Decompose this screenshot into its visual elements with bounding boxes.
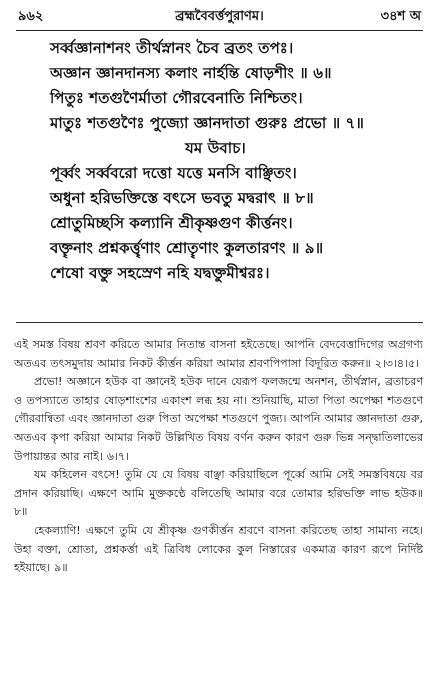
verse-line: পিতুঃ শতগুণৈর্মাতা গৌরবেনাতি নিশ্চিতং। — [50, 89, 303, 107]
verse-line: বক্তৄনাং প্রশ্নকর্ত্তৄণাং শ্রোতৄণাং কুলতারণং ॥ ৯॥ — [50, 239, 324, 257]
verse-line: শ্রোতুমিচ্ছসি কল্যানি শ্রীকৃষ্ণগুণ কীর্ত্তনং। — [50, 214, 293, 232]
sanskrit-verses — [50, 36, 421, 286]
chapter-reference: ৩৪শ অ — [380, 9, 421, 24]
translation-paragraph: হেকল্যাণি! এক্ষণে তুমি যে শ্রীকৃষ্ণ গুণকীর্ত্তন শ্রবণে বাসনা করিতেছ তাহা সামান্য নহে। উহা বক্তা, শ্রোতা, প্রশ্নকর্ত্তা এই ত্রিবিধ লোকের কুল নিস্তারের একমাত্র কারণ রূপে নির্দিষ্ট হইয়াছে। ৯॥ — [14, 523, 423, 575]
translation-paragraph: প্রভো! অজ্ঞানে হউক বা জ্ঞানেই হউক দানে যেরূপ ফলজন্মে অনশন, তীর্থস্নান, ব্রতাচরণ ও তপস্যাতে তাহার ষোড়শাংশের একাংশ লব্ধ হয় না। শুনিয়াছি, মাতা পিতা অপেক্ষা শতগুণে গৌরবান্বিতা এবং জ্ঞানদাতা গুরু পিতা অপেক্ষা শতগুণে পুজ্য। আপনি আমার জ্ঞানদাতা গুরু, অতএব কৃপা করিয়া আমার নিকট উল্লিখিত বিষয় বর্ণন করুন কারণ গুরু ভিন্ন সন্দ্বাতিলাভের উপায়ান্তর আর নাই। ৬।৭। — [14, 375, 423, 463]
translation-paragraph: যম কহিলেন বৎসে! তুমি যে যে বিষয় বাঞ্ছা করিয়াছিলে পূর্ব্বে আমি সেই সমস্তবিষয়ে বর প্রদান করিয়াছি। এক্ষণে আমি মুক্তকণ্ঠে বলিতেছি আমার বরে তোমার হরিভক্তি লাভ হউক॥ ৮॥ — [14, 468, 423, 519]
verse-line: শেষো বক্তু সহস্রেণ নহি যদ্বক্তুমীশ্বরঃ। — [50, 264, 270, 282]
verse-line: অজ্ঞান জ্ঞানদানস্য কলাং নার্হন্তি ষোড়শীং ॥ ৬॥ — [50, 64, 332, 82]
verse-line: মাতুঃ শতগুণৈঃ পুজ্যো জ্ঞানদাতা গুরুঃ প্রভো ॥ ৭॥ — [50, 114, 364, 132]
verse-line: পূর্ব্বং সর্ব্ববরো দত্তো যত্তে মনসি বাঞ্ছিতং। — [50, 164, 297, 182]
running-title: ব্রহ্মবৈবর্ত্তপুরাণম। — [175, 9, 264, 24]
verse-line: সর্ব্বজ্ঞানাশনং তীর্থস্নানং চৈব ব্রতং তপঃ। — [50, 39, 294, 57]
page-number: ৯৬২ — [18, 9, 44, 24]
page-header — [18, 6, 421, 28]
translation-paragraph: এই সমস্ত বিষয় শ্রবণ করিতে আমার নিতান্ত বাসনা হইতেছে। আপনি বেদবেত্তাদিগের অগ্রগণ্য অতএব তৎসমুদায় আমার নিকট কীর্ত্তন করিয়া আমার শ্রবণপিপাসা বিদূরিত করুন॥ ২।৩।৪।৫। — [14, 338, 423, 370]
section-divider — [16, 322, 423, 323]
bengali-translation — [14, 336, 423, 578]
speaker-heading: যম উবাচ। — [185, 139, 246, 157]
verse-line: অধুনা হরিভক্তিস্তে বৎসে ভবতু মদ্বরাৎ ॥ ৮॥ — [50, 189, 314, 207]
header-rule — [16, 30, 423, 31]
